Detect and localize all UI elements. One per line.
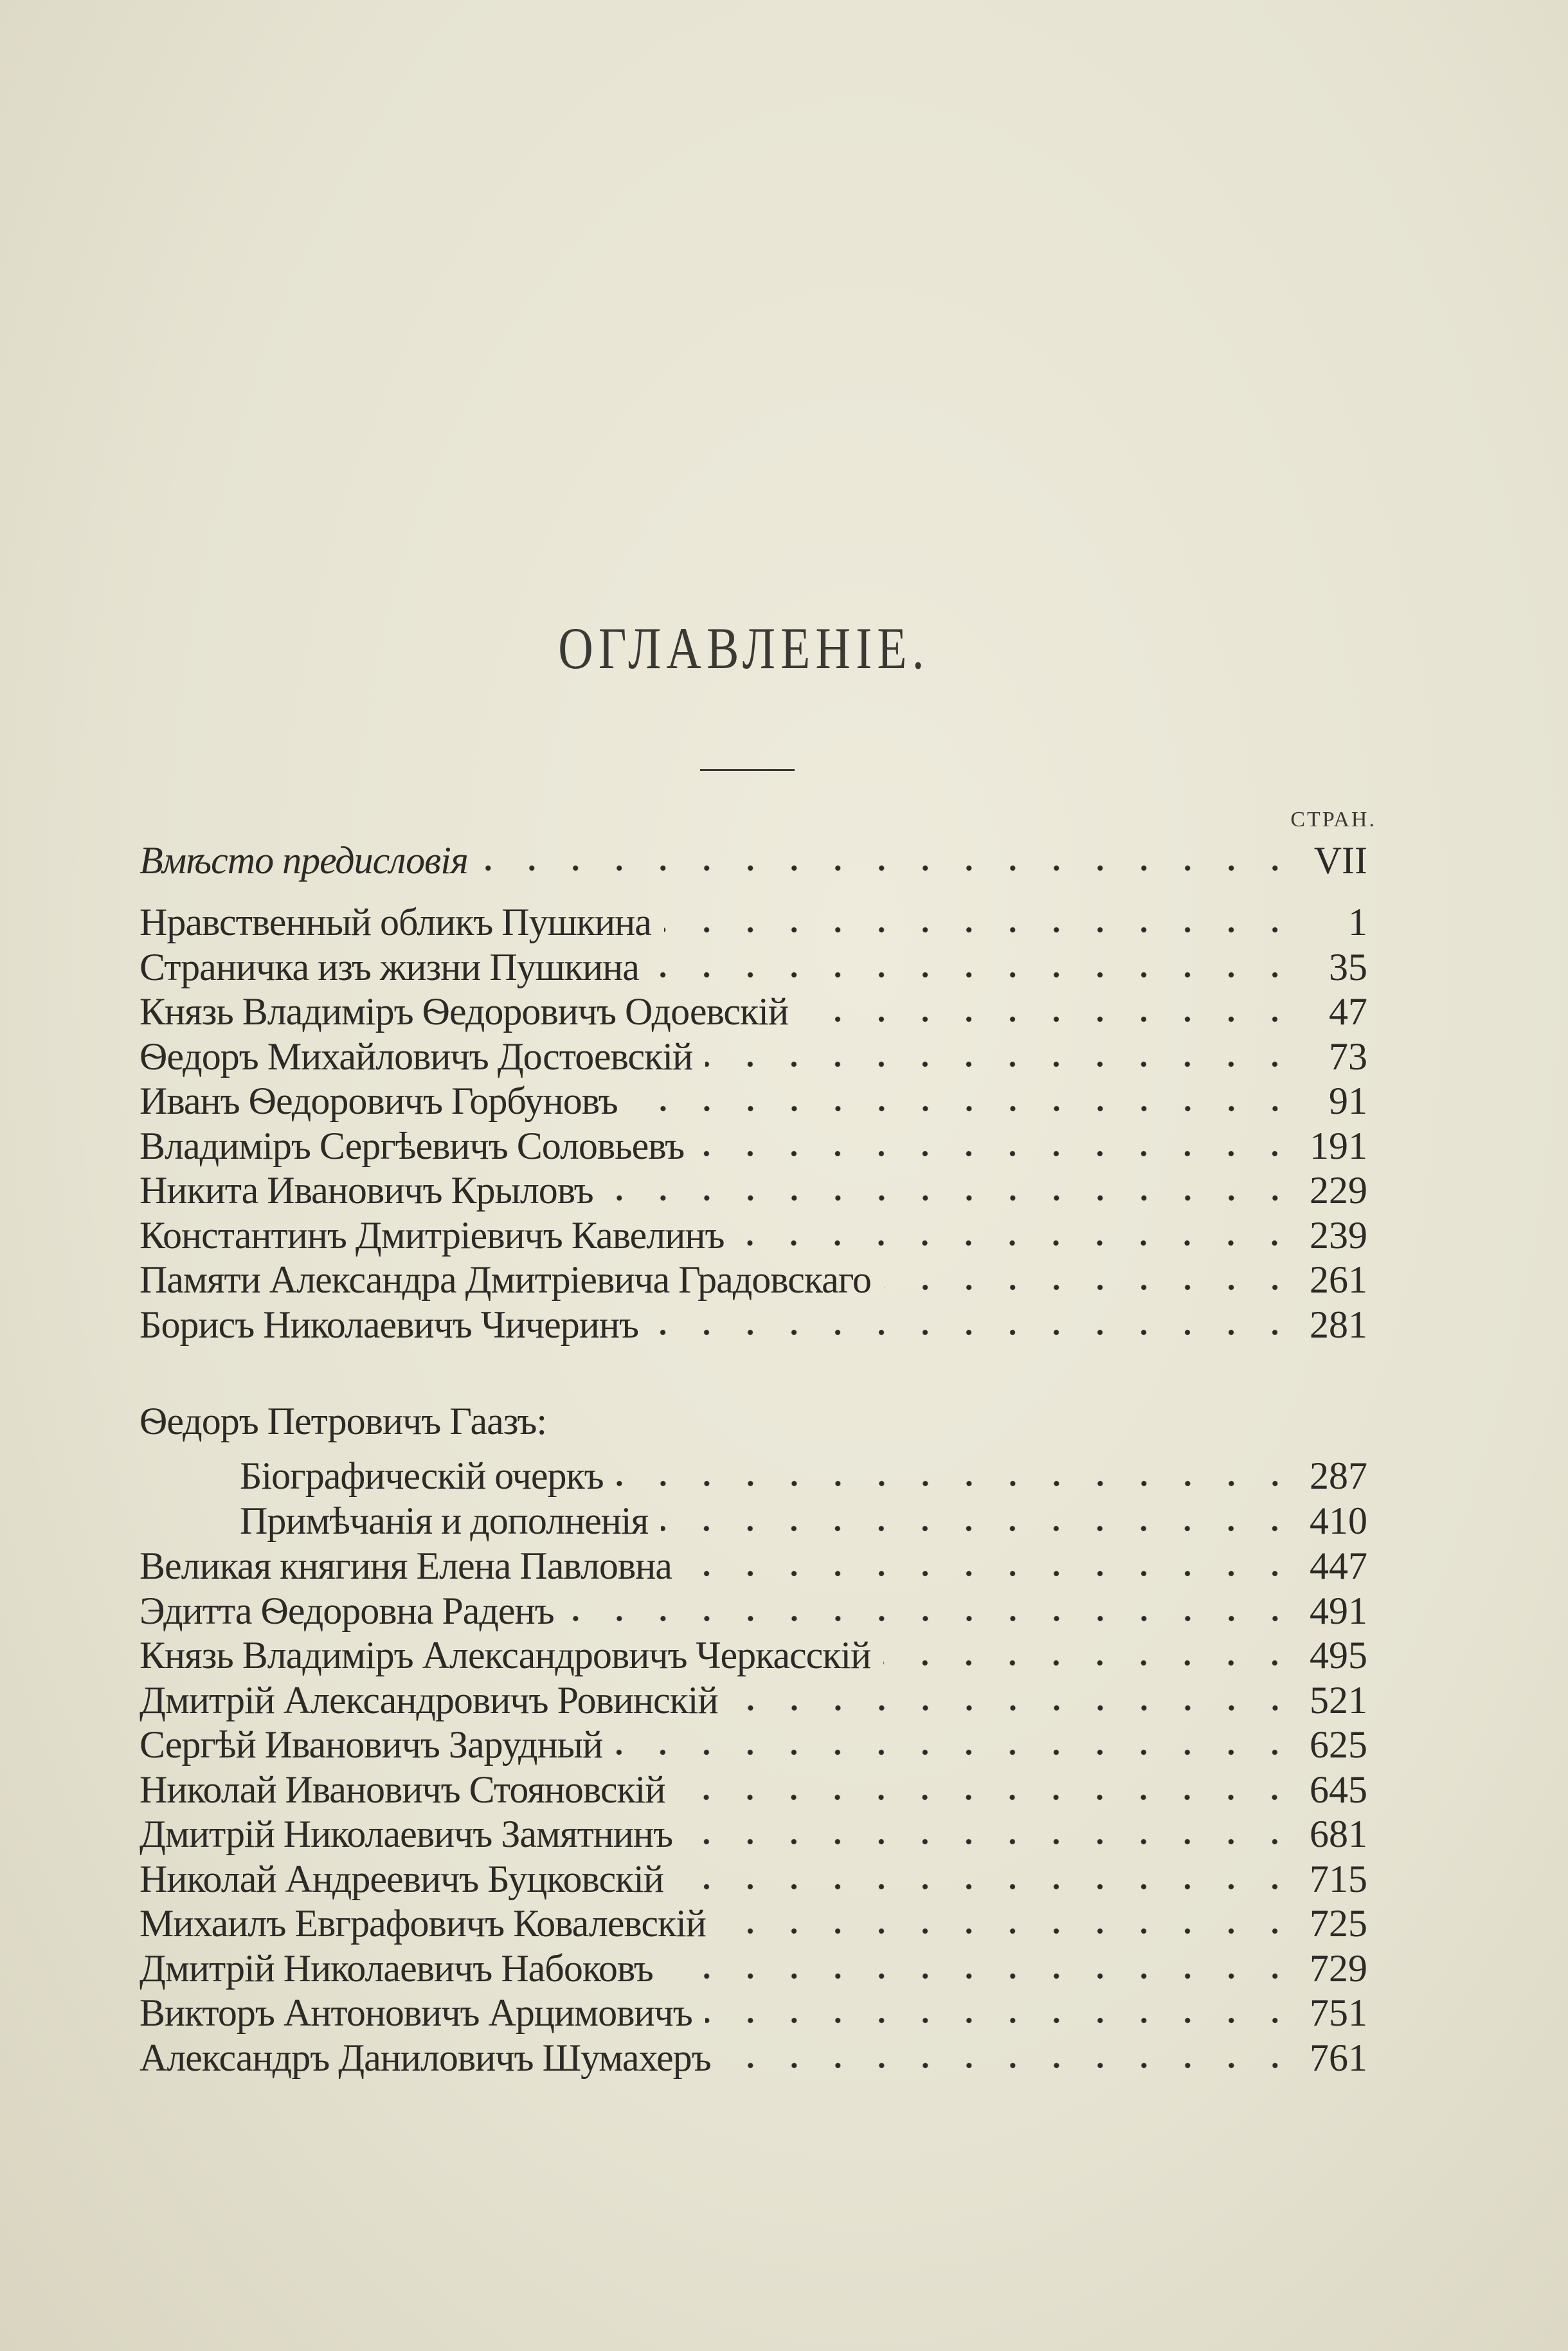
toc-entry — [140, 1079, 1367, 1121]
toc-entry — [140, 1947, 1367, 1989]
entry-page: 447 — [1310, 1545, 1367, 1587]
dot-leader — [481, 864, 1297, 872]
toc-entry — [140, 2036, 1367, 2078]
entry-title: Дмитрій Николаевичъ Замятнинъ — [140, 1813, 673, 1855]
entry-page: 261 — [1310, 1258, 1367, 1301]
dot-leader — [567, 1615, 1297, 1622]
entry-title: Сергѣй Ивановичъ Зарудный — [140, 1723, 603, 1766]
entry-title: Князь Владимiръ Ѳедоровичъ Одоевскій — [140, 990, 788, 1033]
section-heading: Ѳедоръ Петровичъ Гаазъ: — [140, 1400, 547, 1442]
toc-entry — [140, 1678, 1367, 1721]
entry-page: 491 — [1310, 1589, 1367, 1632]
dot-leader — [724, 2062, 1297, 2069]
dot-leader — [617, 1480, 1297, 1487]
entry-page: 191 — [1310, 1124, 1367, 1167]
entry-title: Біографическій очеркъ — [240, 1455, 604, 1497]
dot-leader — [731, 1704, 1297, 1712]
toc-entry — [140, 1633, 1367, 1676]
entry-title: Примѣчанія и дополненія — [240, 1500, 649, 1542]
dot-leader — [631, 1105, 1297, 1112]
toc-entry — [140, 1768, 1367, 1810]
toc-entry — [140, 1812, 1367, 1855]
entry-page: 281 — [1310, 1303, 1367, 1346]
entry-page: 1 — [1348, 901, 1367, 943]
entry-page: 715 — [1310, 1857, 1367, 1900]
dot-leader — [651, 1329, 1297, 1336]
dot-leader — [652, 971, 1297, 979]
entry-title: Эдитта Ѳедоровна Раденъ — [140, 1589, 554, 1632]
entry-page: 239 — [1310, 1213, 1367, 1257]
toc-entry — [140, 1589, 1367, 1631]
entry-title: Иванъ Ѳедоровичъ Горбуновъ — [140, 1080, 618, 1122]
entry-page: 761 — [1310, 2036, 1367, 2079]
toc-entry — [140, 945, 1367, 988]
dot-leader — [615, 1748, 1297, 1756]
dot-leader — [678, 1793, 1297, 1801]
entry-page: 73 — [1329, 1035, 1367, 1078]
toc-entry-preface — [140, 839, 1367, 881]
entry-page: 495 — [1310, 1634, 1367, 1676]
entry-title: Константинъ Дмитріевичъ Кавелинъ — [140, 1213, 725, 1257]
toc-entry — [240, 1499, 1367, 1541]
dot-leader — [664, 926, 1297, 934]
dot-leader — [883, 1659, 1297, 1667]
entry-page: 410 — [1310, 1500, 1367, 1542]
toc-entry — [140, 1258, 1367, 1300]
entry-title: Вмѣсто предисловія — [140, 839, 468, 882]
dot-leader — [697, 1150, 1297, 1157]
entry-page: 625 — [1310, 1723, 1367, 1766]
entry-page: 287 — [1310, 1455, 1367, 1497]
entry-title: Александръ Даниловичъ Шумахеръ — [140, 2036, 711, 2079]
entry-page: 91 — [1329, 1080, 1367, 1122]
toc-entry — [140, 990, 1367, 1032]
entry-title: Борисъ Николаевичъ Чичеринъ — [140, 1303, 638, 1346]
toc-entry — [140, 1168, 1367, 1211]
entry-title: Нравственный обликъ Пушкина — [140, 901, 651, 943]
entry-title: Дмитрій Николаевичъ Набоковъ — [140, 1947, 653, 1990]
title-divider — [700, 769, 795, 771]
dot-leader — [705, 2017, 1297, 2024]
dot-leader — [884, 1284, 1297, 1291]
toc-entry — [140, 1991, 1367, 2033]
entry-page: 35 — [1329, 945, 1367, 988]
entry-title: Дмитрій Александровичъ Ровинскій — [140, 1678, 718, 1721]
entry-title: Николай Андреевичъ Буцковскій — [140, 1857, 664, 1900]
entry-page: 725 — [1310, 1902, 1367, 1945]
entry-page: 229 — [1310, 1169, 1367, 1212]
toc-entry — [140, 1303, 1367, 1345]
dot-leader — [801, 1015, 1297, 1023]
page-title: ОГЛАВЛЕНІЕ. — [558, 615, 930, 681]
entry-title: Владимiръ Сергѣевичъ Соловьевъ — [140, 1124, 685, 1167]
dot-leader — [661, 1525, 1297, 1532]
entry-title: Никита Ивановичъ Крыловъ — [140, 1169, 593, 1212]
entry-title: Викторъ Антоновичъ Арцимовичъ — [140, 1992, 692, 2034]
toc-entry — [140, 1124, 1367, 1166]
entry-page: 645 — [1310, 1768, 1367, 1811]
entry-page: VII — [1313, 839, 1367, 882]
pages-column-label: СТРАН. — [1290, 808, 1376, 831]
entry-page: 729 — [1310, 1947, 1367, 1990]
entry-title: Михаилъ Евграфовичъ Ковалевскій — [140, 1902, 706, 1945]
entry-title: Памяти Александра Дмитріевича Градовскаго — [140, 1258, 871, 1301]
entry-page: 751 — [1310, 1992, 1367, 2034]
toc-entry — [240, 1454, 1367, 1496]
dot-leader — [719, 1927, 1297, 1935]
toc-entry — [140, 1902, 1367, 1944]
toc-entry — [140, 1035, 1367, 1077]
dot-leader — [737, 1239, 1297, 1247]
toc-entry — [140, 1857, 1367, 1900]
dot-leader — [666, 1972, 1297, 1980]
toc-entry — [140, 900, 1367, 943]
dot-leader — [685, 1838, 1297, 1846]
entry-title: Великая княгиня Елена Павловна — [140, 1545, 672, 1587]
toc-entry — [140, 1723, 1367, 1765]
entry-page: 47 — [1329, 990, 1367, 1033]
dot-leader — [685, 1570, 1297, 1577]
entry-title: Николай Ивановичъ Стояновскій — [140, 1768, 665, 1811]
entry-title: Страничка изъ жизни Пушкина — [140, 945, 639, 988]
toc-entry — [140, 1544, 1367, 1586]
entry-title: Ѳедоръ Михайловичъ Достоевскій — [140, 1035, 693, 1078]
entry-title: Князь Владимiръ Александровичъ Черкасскій — [140, 1634, 871, 1676]
dot-leader — [705, 1060, 1297, 1068]
dot-leader — [606, 1194, 1297, 1202]
toc-entry — [140, 1213, 1367, 1256]
dot-leader — [676, 1883, 1297, 1891]
entry-page: 521 — [1310, 1678, 1367, 1721]
entry-page: 681 — [1310, 1813, 1367, 1855]
